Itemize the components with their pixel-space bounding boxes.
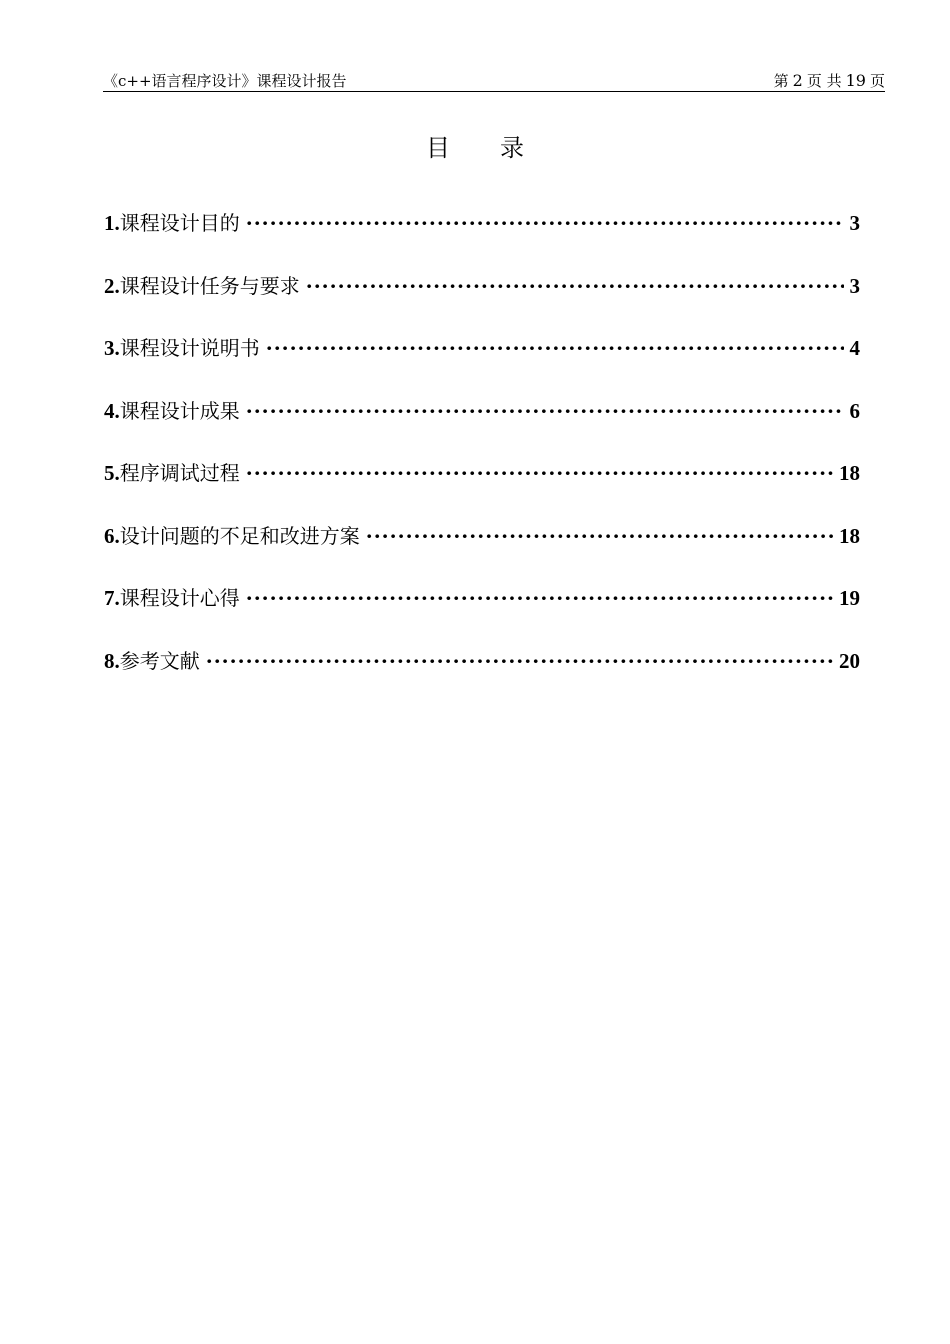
page-header [103,70,885,92]
page-prefix: 第 [773,72,789,90]
toc-leader-dots [246,586,833,610]
toc-entry-number: 5. [104,461,120,485]
toc-entry-text: 程序调试过程 [119,461,240,485]
table-of-contents [104,207,860,707]
toc-leader-dots [366,524,833,548]
toc-entry-number: 1. [104,211,120,235]
toc-leader-dots [246,399,844,423]
page-current: 2 [792,71,803,90]
toc-entry[interactable] [104,207,860,270]
report-title: 《c++语言程序设计》课程设计报告 [103,72,347,90]
toc-entry[interactable] [104,332,860,395]
page-indicator [774,70,885,91]
toc-leader-dots [206,649,833,673]
toc-entry-text: 课程设计成果 [119,398,240,423]
toc-title-char-2: 录 [500,134,524,162]
toc-entry-number: 4. [104,398,120,423]
toc-entry-number: 6. [104,523,120,548]
toc-entry[interactable] [104,520,860,583]
toc-title [0,128,950,163]
toc-entry[interactable] [104,270,860,333]
toc-entry-text: 参考文献 [119,648,200,673]
toc-entry-text: 课程设计目的 [119,211,240,235]
page-total: 19 [845,71,866,90]
toc-leader-dots [266,336,844,360]
toc-entry-text: 课程设计心得 [119,586,240,610]
toc-entry-number: 3. [104,336,120,360]
toc-entry-page: 3 [849,211,860,235]
toc-entry-text: 课程设计说明书 [119,336,260,360]
toc-entry[interactable] [104,457,860,520]
toc-title-char-1: 目 [426,134,450,162]
toc-entry-number: 8. [104,648,120,673]
toc-entry[interactable] [104,582,860,645]
toc-entry-page: 4 [849,336,860,360]
toc-entry-number: 7. [104,586,120,610]
page-suffix: 页 [869,72,885,90]
toc-entry-page: 18 [839,461,860,485]
toc-leader-dots [246,211,844,235]
toc-entry-page: 3 [849,273,860,298]
toc-leader-dots [306,274,844,298]
toc-entry-page: 6 [849,398,860,423]
toc-entry[interactable] [104,395,860,458]
toc-entry[interactable] [104,645,860,708]
toc-entry-page: 20 [839,648,860,673]
toc-entry-text: 课程设计任务与要求 [119,273,300,298]
toc-entry-page: 18 [839,523,860,548]
toc-entry-number: 2. [104,273,120,298]
page-mid: 页 共 [806,72,842,90]
toc-leader-dots [246,461,833,485]
toc-entry-text: 设计问题的不足和改进方案 [119,523,360,548]
toc-entry-page: 19 [839,586,860,610]
